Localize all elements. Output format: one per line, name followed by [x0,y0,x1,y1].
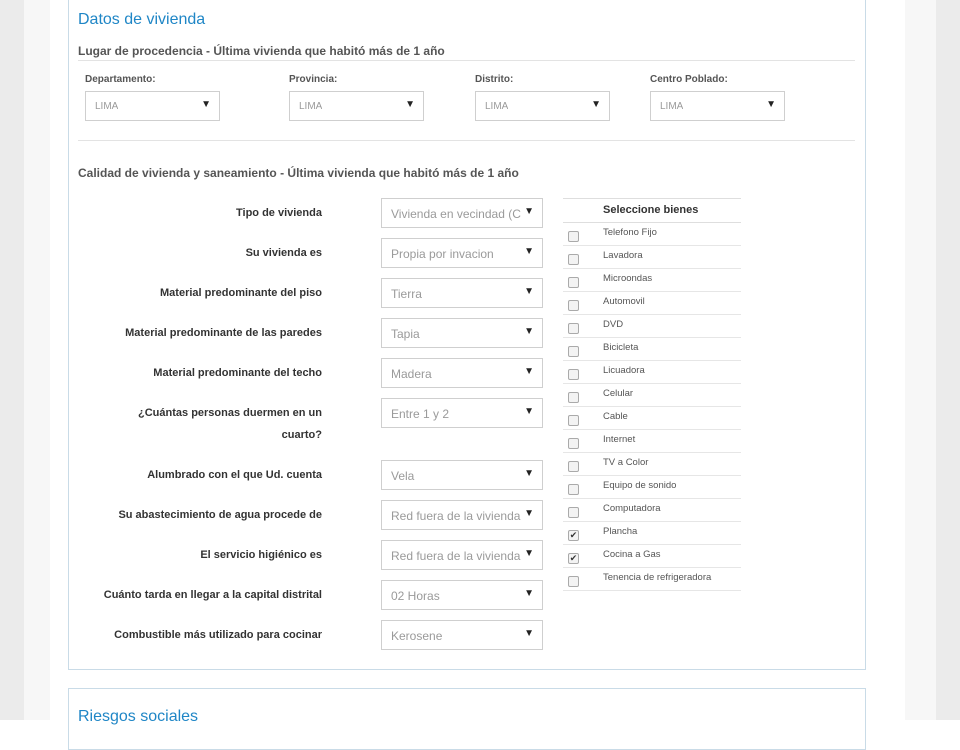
goods-checkbox[interactable] [568,300,579,311]
section-title: Datos de vivienda [78,11,206,28]
goods-item-label: Internet [603,434,636,445]
department-label: Departamento: [85,74,156,85]
chevron-down-icon: ▼ [591,99,601,110]
goods-checkbox[interactable] [568,553,579,564]
goods-item [563,338,741,361]
wall-material-value: Tapia [391,327,420,341]
people-per-room-value: Entre 1 y 2 [391,407,450,421]
goods-item-label: Automovil [603,296,645,307]
province-value: LIMA [299,101,323,112]
roof-material-value: Madera [391,367,432,381]
chevron-down-icon: ▼ [524,366,534,377]
goods-checkbox[interactable] [568,461,579,472]
roof-material-select[interactable] [381,358,543,388]
goods-item-label: Cable [603,411,628,422]
goods-item [563,568,741,591]
water-supply-select[interactable] [381,500,543,530]
goods-checkbox[interactable] [568,254,579,265]
cooking-fuel-label: Combustible más utilizado para cocinar [114,629,322,641]
goods-item [563,269,741,292]
check-icon: ✔ [569,530,578,540]
goods-item-label: Telefono Fijo [603,227,657,238]
goods-item [563,476,741,499]
town-center-label: Centro Poblado: [650,74,728,85]
goods-checkbox[interactable] [568,484,579,495]
goods-checkbox[interactable] [568,231,579,242]
goods-checkbox[interactable] [568,415,579,426]
cooking-fuel-value: Kerosene [391,629,443,643]
goods-item [563,453,741,476]
sanitation-value: Red fuera de la vivienda [391,549,521,563]
goods-item [563,361,741,384]
goods-item [563,522,741,545]
goods-item-label: Equipo de sonido [603,480,677,491]
housing-type-label: Tipo de vivienda [236,207,322,219]
housing-type-select[interactable] [381,198,543,228]
district-select[interactable] [475,91,610,121]
page-margin-left-inner [24,0,50,720]
chevron-down-icon: ▼ [524,286,534,297]
divider [78,60,855,61]
goods-item-label: Licuadora [603,365,645,376]
floor-material-label: Material predominante del piso [160,287,322,299]
goods-item [563,315,741,338]
tenure-label: Su vivienda es [245,247,322,259]
travel-time-label: Cuánto tarda en llegar a la capital distrital [103,589,322,601]
chevron-down-icon: ▼ [524,326,534,337]
cooking-fuel-select[interactable] [381,620,543,650]
chevron-down-icon: ▼ [524,246,534,257]
roof-material-label: Material predominante del techo [153,367,322,379]
housing-type-value: Vivienda en vecindad (C [391,207,521,221]
water-supply-label: Su abastecimiento de agua procede de [118,509,322,521]
goods-item-label: Plancha [603,526,638,537]
goods-checkbox[interactable] [568,346,579,357]
goods-item [563,384,741,407]
travel-time-value: 02 Horas [391,589,440,603]
tenure-value: Propia por invacion [391,247,494,261]
sanitation-select[interactable] [381,540,543,570]
goods-item-label: Cocina a Gas [603,549,661,560]
check-icon: ✔ [569,553,578,563]
goods-item-label: Microondas [603,273,653,284]
chevron-down-icon: ▼ [524,548,534,559]
goods-item [563,430,741,453]
page-margin-left [0,0,24,720]
goods-item [563,545,741,568]
quality-subtitle: Calidad de vivienda y saneamiento - Última vivienda que habitó más de 1 año [78,166,519,180]
wall-material-select[interactable] [381,318,543,348]
goods-checkbox[interactable] [568,507,579,518]
goods-item [563,246,741,269]
goods-item-label: Celular [603,388,634,399]
goods-item [563,407,741,430]
goods-item [563,292,741,315]
divider [78,140,855,141]
goods-item-label: Computadora [603,503,661,514]
tenure-select[interactable] [381,238,543,268]
department-select[interactable] [85,91,220,121]
lighting-select[interactable] [381,460,543,490]
people-per-room-label: ¿Cuántas personas duermen en un cuarto? [138,407,322,441]
social-risks-title: Riesgos sociales [78,708,199,725]
chevron-down-icon: ▼ [524,406,534,417]
goods-checkbox[interactable] [568,438,579,449]
page-scrollbar-track[interactable] [936,0,960,720]
goods-item-label: Bicicleta [603,342,639,353]
town-center-value: LIMA [660,101,684,112]
chevron-down-icon: ▼ [201,99,211,110]
wall-material-label: Material predominante de las paredes [125,327,322,339]
goods-item-label: Lavadora [603,250,643,261]
sanitation-label: El servicio higiénico es [200,549,322,561]
people-per-room-select[interactable] [381,398,543,428]
goods-checkbox[interactable] [568,530,579,541]
chevron-down-icon: ▼ [524,628,534,639]
goods-item-label: TV a Color [603,457,649,468]
district-value: LIMA [485,101,509,112]
lighting-value: Vela [391,469,415,483]
water-supply-value: Red fuera de la vivienda [391,509,521,523]
province-label: Provincia: [289,74,338,85]
goods-checkbox[interactable] [568,323,579,334]
chevron-down-icon: ▼ [524,206,534,217]
goods-checkbox[interactable] [568,392,579,403]
goods-header: Seleccione bienes [563,198,741,223]
chevron-down-icon: ▼ [524,588,534,599]
travel-time-select[interactable] [381,580,543,610]
goods-checkbox[interactable] [568,576,579,587]
goods-item-label: DVD [603,319,624,330]
floor-material-value: Tierra [391,287,422,301]
chevron-down-icon: ▼ [766,99,776,110]
goods-checkbox[interactable] [568,277,579,288]
department-value: LIMA [95,101,119,112]
goods-item-label: Tenencia de refrigeradora [603,572,712,583]
district-label: Distrito: [475,74,514,85]
goods-checkbox[interactable] [568,369,579,380]
origin-subtitle: Lugar de procedencia - Última vivienda que habitó más de 1 año [78,44,445,58]
goods-item [563,223,741,246]
chevron-down-icon: ▼ [524,508,534,519]
chevron-down-icon: ▼ [405,99,415,110]
province-select[interactable] [289,91,424,121]
goods-checklist [563,198,741,591]
page-margin-right-inner [905,0,936,720]
lighting-label: Alumbrado con el que Ud. cuenta [147,469,322,481]
floor-material-select[interactable] [381,278,543,308]
town-center-select[interactable] [650,91,785,121]
goods-item [563,499,741,522]
chevron-down-icon: ▼ [524,468,534,479]
